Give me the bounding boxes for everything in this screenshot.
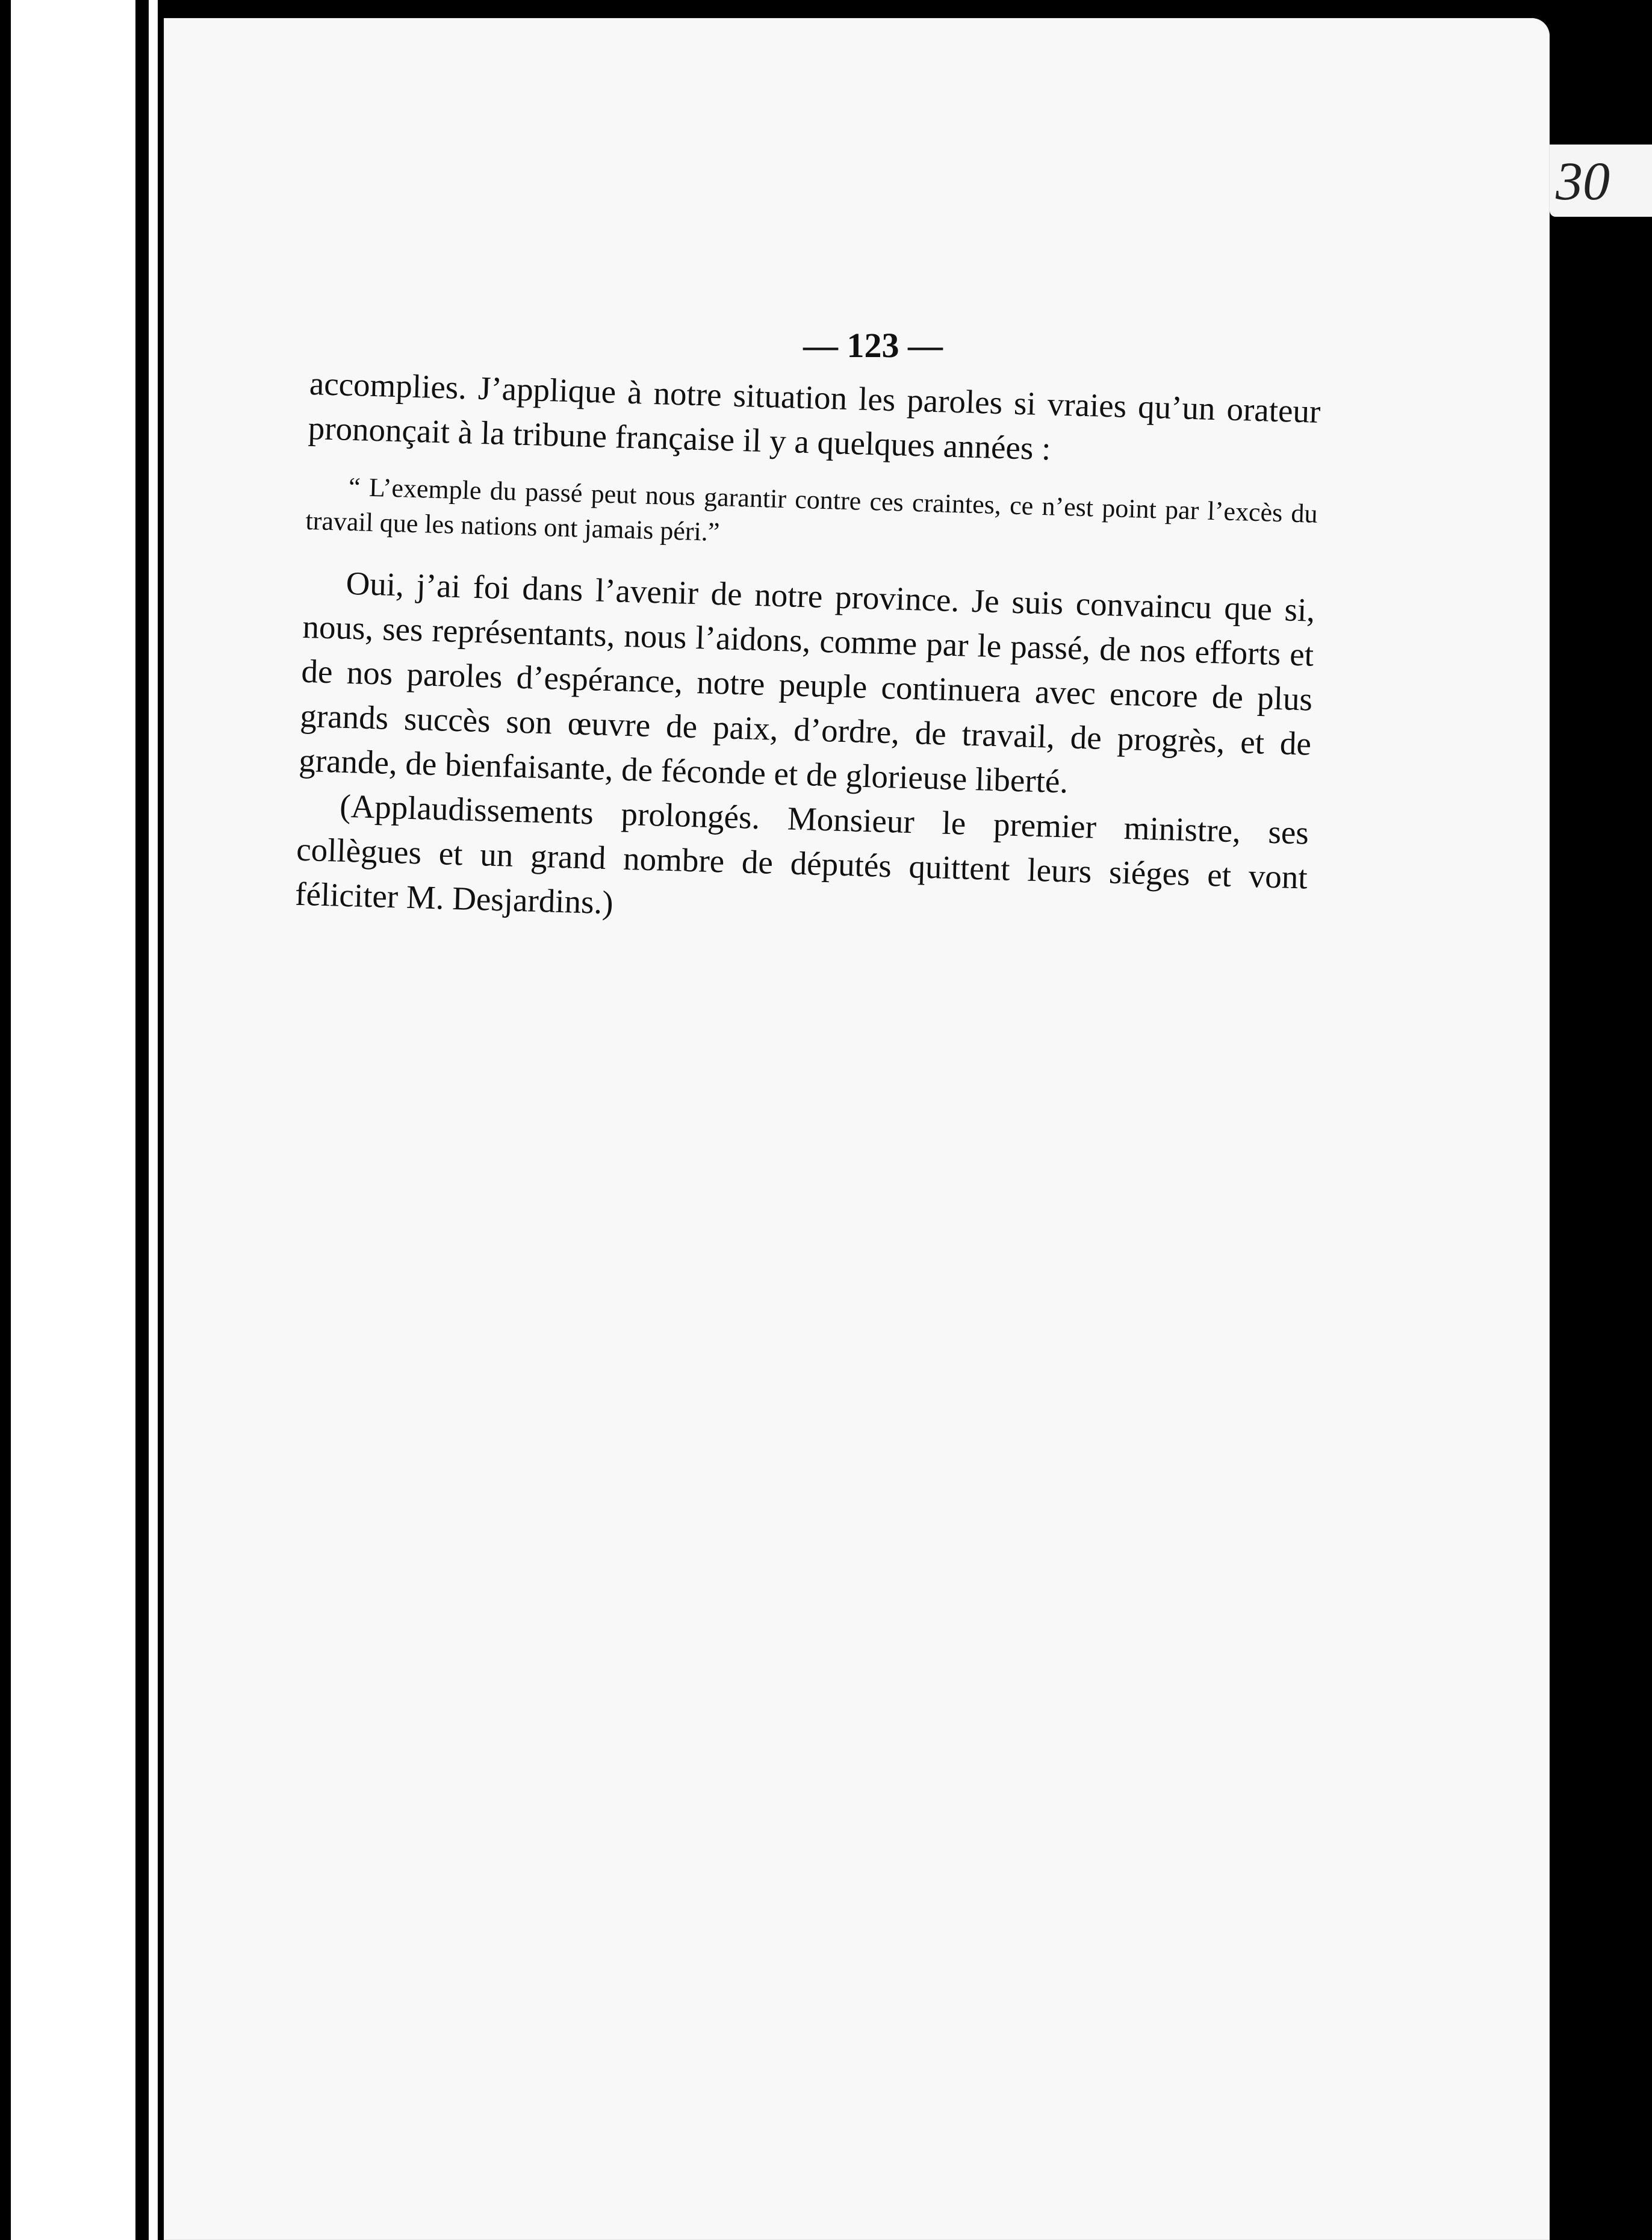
- page-text: [294, 361, 1321, 945]
- margin-mark: 30: [1556, 152, 1610, 211]
- page-number: — 123 —: [803, 326, 943, 365]
- margin-tab: [1550, 145, 1652, 217]
- main-paragraph: Oui, j’ai foi dans l’avenir de notre province. Je suis convaincu que si, nous, ses représentants, nous l’aidons, comme par le passé, de nos efforts et de nos paroles d’espérance, notre peuple continuera avec encore de plus grands succès son œuvre de paix, d’ordre, de travail, de progrès, et de grande, de bienfaisante, de féconde et de glorieuse liberté.: [298, 564, 1315, 800]
- scanner-bed-left: [0, 0, 144, 2240]
- scan-edge-left: [0, 0, 11, 2240]
- quotation: “ L’exemple du passé peut nous garantir contre ces craintes, ce n’est point par l’excès du travail que les nations ont jamais péri.”: [305, 471, 1318, 547]
- applause-note: (Applaudissements prolongés. Monsieur le premier ministre, ses collègues et un grand nombre de députés quittent leurs siéges et vont féliciter M. Desjardins.): [294, 787, 1309, 921]
- page-edge-left: [158, 18, 164, 2240]
- page-notch: [1628, 217, 1652, 241]
- scan-edge-right: [1550, 96, 1652, 2240]
- scan-edge-right-top: [1550, 0, 1652, 96]
- intro-paragraph: accomplies. J’applique à notre situation les paroles si vraies qu’un orateur prononçait à la tribune française il y a quelques années :: [308, 364, 1321, 467]
- book-spine-edge: [135, 0, 149, 2240]
